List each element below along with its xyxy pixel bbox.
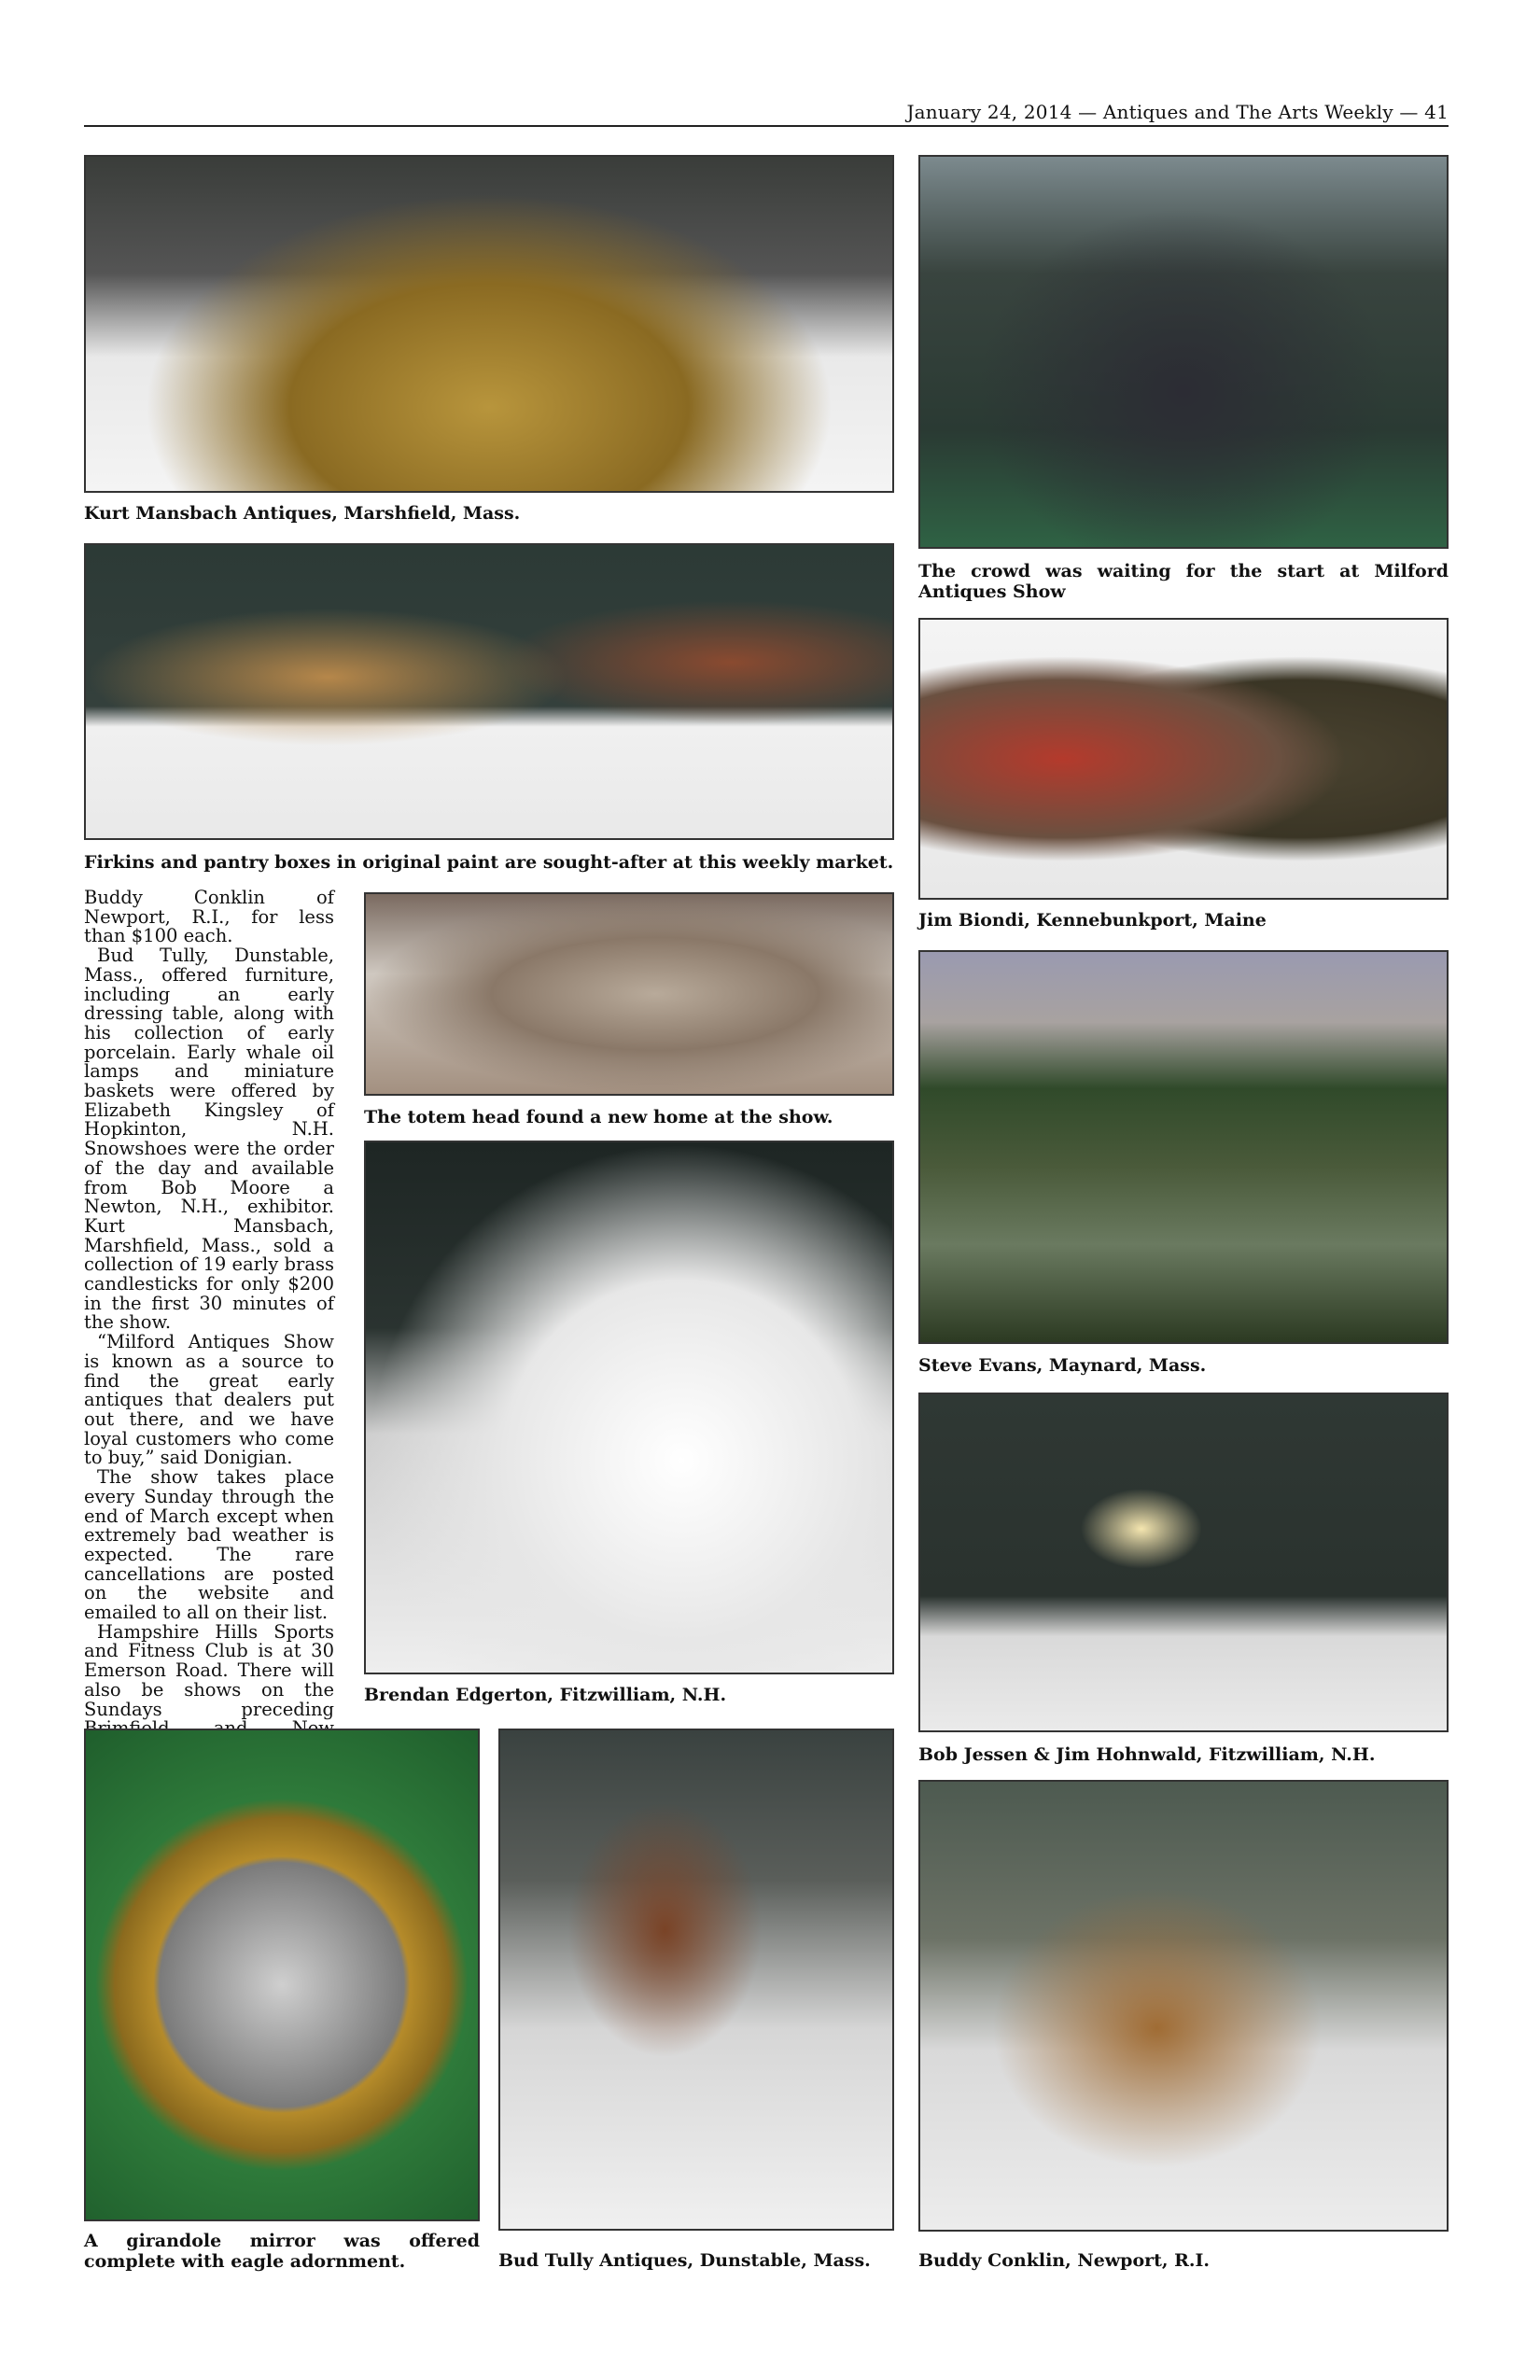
- photo-firkins: [84, 543, 894, 840]
- caption-table: Brendan Edgerton, Fitzwilliam, N.H.: [364, 1685, 727, 1705]
- article-paragraph: The show takes place every Sunday through the end of March except when extremely bad weather is expected. The rare cancellations are posted on the website and emailed to all on their list.: [84, 1466, 334, 1624]
- photo-crowd: [918, 155, 1449, 549]
- photo-mirror: [84, 1729, 480, 2221]
- caption-candlesticks: Kurt Mansbach Antiques, Marshfield, Mass.: [84, 503, 521, 524]
- caption-landscape: Steve Evans, Maynard, Mass.: [918, 1355, 1207, 1376]
- article-paragraph: Hampshire Hills Sports and Fitness Club is at 30 Emerson Road. There will also be shows on the Sundays preceding: [84, 1620, 334, 1720]
- caption-windsor: Buddy Conklin, Newport, R.I.: [918, 2250, 1211, 2271]
- photo-windsor: [918, 1780, 1449, 2232]
- caption-portraits: Jim Biondi, Kennebunkport, Maine: [918, 910, 1267, 931]
- photo-table: [364, 1141, 894, 1674]
- article-body: [84, 889, 334, 1835]
- caption-totem: The totem head found a new home at the show.: [364, 1107, 833, 1127]
- caption-mirror: A girandole mirror was offered complete with eagle adornment.: [84, 2231, 480, 2272]
- page-header: January 24, 2014 — Antiques and The Arts Weekly — 41: [906, 101, 1449, 123]
- photo-desk: [498, 1729, 894, 2231]
- caption-ladderback: Bob Jessen & Jim Hohnwald, Fitzwilliam, N.H.: [918, 1744, 1376, 1765]
- photo-landscape: [918, 950, 1449, 1344]
- article-paragraph: Buddy Conklin of Newport, R.I., for less than $100 each.: [84, 887, 334, 947]
- photo-totem: [364, 892, 894, 1096]
- caption-firkins: Firkins and pantry boxes in original paint are sought-after at this weekly market.: [84, 852, 894, 873]
- article-paragraph: “Milford Antiques Show is known as a source to find the great early antiques that dealers put out there, and we have loyal customers who come to buy,” said Donigian.: [84, 1331, 334, 1469]
- photo-portraits: [918, 618, 1449, 900]
- header-rule: [84, 125, 1449, 127]
- photo-candlesticks: [84, 155, 894, 493]
- caption-desk: Bud Tully Antiques, Dunstable, Mass.: [498, 2250, 871, 2271]
- article-paragraph: Bud Tully, Dunstable, Mass., offered furniture, including an early dressing table, along with his collection of early porcelain. Early whale oil lamps and miniature baskets were offered by Elizabeth Kingsley of Hopkinton, N.H. Snowshoes were the order of the day and available from Bob Moore a Newton, N.H., exhibitor. Kurt Mansbach, Marshfield, Mass., sold a collection of 19 early brass candlesticks for only $200 in the first 30 minutes of the show.: [84, 945, 334, 1334]
- photo-ladderback: [918, 1393, 1449, 1732]
- caption-crowd: The crowd was waiting for the start at Milford Antiques Show: [918, 561, 1449, 602]
